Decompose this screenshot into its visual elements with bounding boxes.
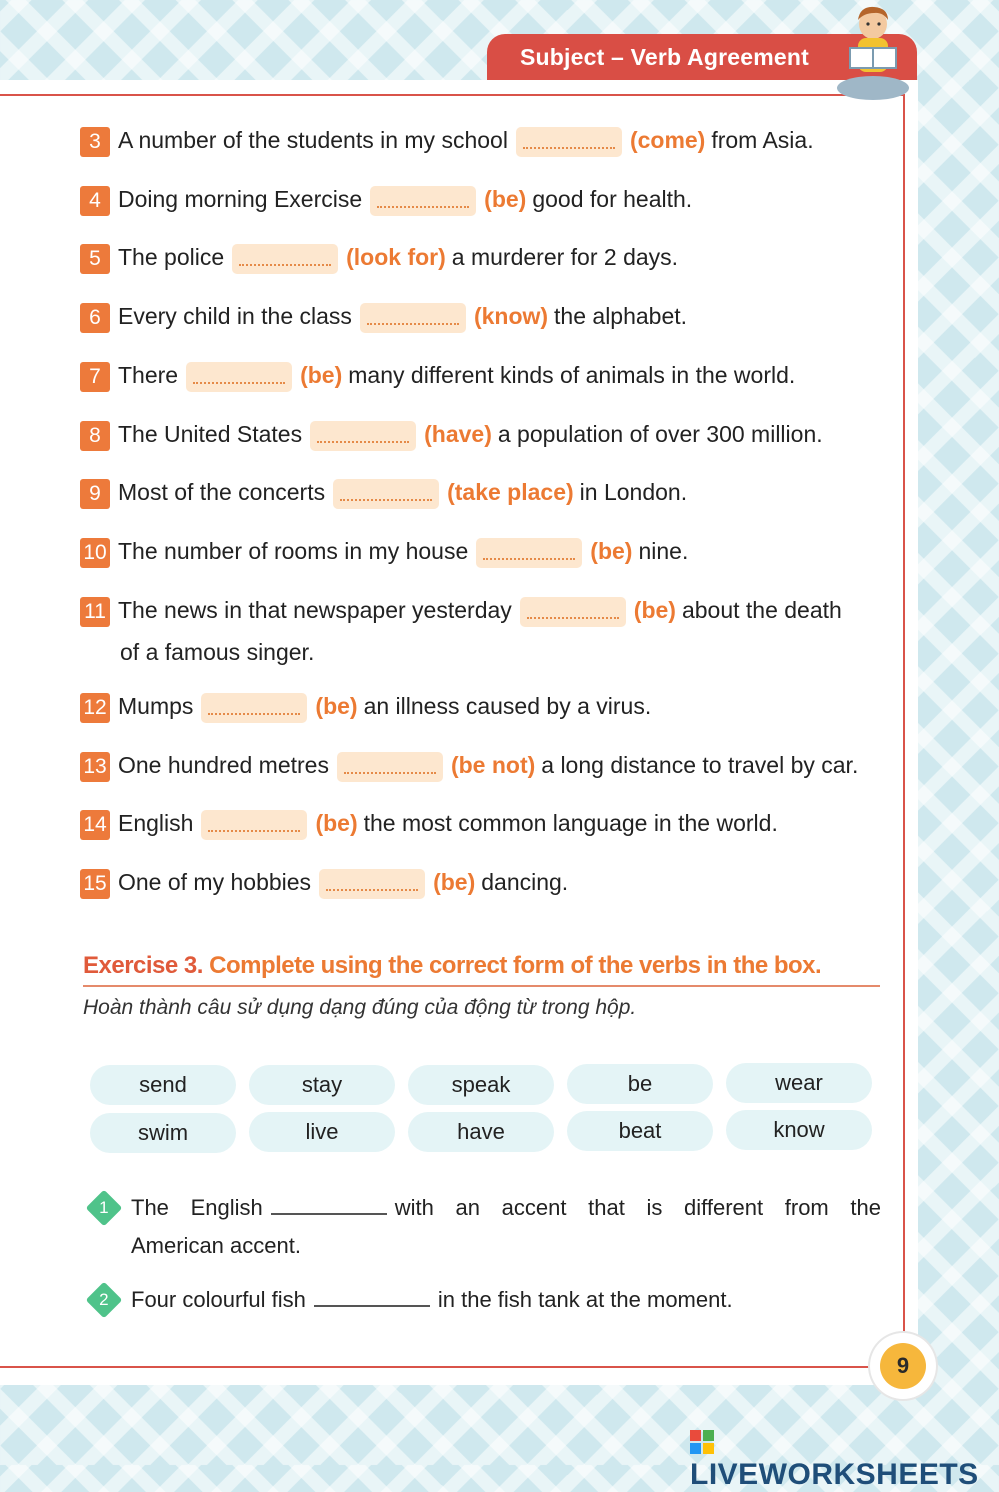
watermark-text: LIVEWORKSHEETS	[690, 1458, 979, 1491]
answer-blank[interactable]	[333, 479, 439, 509]
question-15	[80, 869, 568, 899]
verb-hint: (have)	[424, 421, 492, 448]
answer-blank[interactable]	[201, 810, 307, 840]
answer-blank[interactable]	[271, 1213, 387, 1215]
verb-hint: (be not)	[450, 752, 536, 779]
exercise-label: Exercise 3.	[83, 952, 203, 979]
question-text-after: a population of over 300 million.	[497, 421, 823, 448]
question-text-after: about the death	[681, 597, 842, 624]
question-number: 8	[80, 421, 110, 451]
exercise-3-heading	[83, 952, 821, 980]
question-number: 5	[80, 244, 110, 274]
verb-hint: (be)	[433, 869, 476, 896]
answer-blank[interactable]	[201, 693, 307, 723]
verb-chip: speak	[408, 1065, 554, 1105]
question-text-after: from Asia.	[711, 127, 814, 154]
exercise-subtitle: Hoàn thành câu sử dụng dạng đúng của động từ trong hộp.	[83, 996, 637, 1019]
verb-chip: swim	[90, 1113, 236, 1153]
question-text-after: the most common language in the world.	[363, 810, 778, 837]
question-text: One hundred metres	[118, 752, 329, 779]
answer-blank[interactable]	[310, 421, 416, 451]
question-number: 4	[80, 186, 110, 216]
question-text: The English	[131, 1195, 263, 1220]
question-text: Every child in the class	[118, 303, 352, 330]
question-7	[80, 362, 795, 392]
verb-hint: (know)	[473, 303, 549, 330]
right-border-line	[903, 94, 905, 1366]
page-number-badge	[870, 1333, 936, 1399]
question-text-after: with an accent that is different from the	[394, 1195, 881, 1220]
question-number: 6	[80, 303, 110, 333]
answer-blank[interactable]	[476, 538, 582, 568]
question-text: Mumps	[118, 693, 194, 720]
question-text-after: nine.	[638, 538, 689, 565]
answer-blank[interactable]	[314, 1305, 430, 1307]
exercise-3-question-1	[131, 1195, 881, 1221]
verb-chip: send	[90, 1065, 236, 1105]
question-6	[80, 303, 687, 333]
answer-blank[interactable]	[337, 752, 443, 782]
answer-blank[interactable]	[520, 597, 626, 627]
question-text-after: dancing.	[481, 869, 569, 896]
question-number: 14	[80, 810, 110, 840]
question-number: 11	[80, 597, 110, 627]
question-10	[80, 538, 688, 568]
verb-chip: know	[726, 1110, 872, 1150]
answer-blank[interactable]	[186, 362, 292, 392]
answer-blank[interactable]	[232, 244, 338, 274]
verb-hint: (be)	[633, 597, 676, 624]
verb-hint: (be)	[484, 186, 527, 213]
verb-hint: (be)	[300, 362, 343, 389]
question-number: 13	[80, 752, 110, 782]
question-12	[80, 693, 651, 723]
question-text-after: in the fish tank at the moment.	[437, 1287, 733, 1312]
question-text: English	[118, 810, 194, 837]
question-text: Four colourful fish	[131, 1287, 306, 1312]
question-11-continuation: of a famous singer.	[120, 639, 315, 665]
exercise-divider	[83, 985, 880, 987]
question-number: 12	[80, 693, 110, 723]
question-text: Most of the concerts	[118, 479, 326, 506]
verb-chip: beat	[567, 1111, 713, 1151]
verb-hint: (be)	[315, 693, 358, 720]
question-text: The number of rooms in my house	[118, 538, 469, 565]
question-text: One of my hobbies	[118, 869, 312, 896]
question-number: 10	[80, 538, 110, 568]
exercise-instruction: Complete using the correct form of the verbs in the box.	[209, 952, 822, 979]
question-text-after: an illness caused by a virus.	[363, 693, 652, 720]
question-3	[80, 127, 814, 157]
page-number: 9	[880, 1343, 926, 1389]
question-text-after: in London.	[579, 479, 688, 506]
question-4	[80, 186, 692, 216]
question-number: 9	[80, 479, 110, 509]
question-number: 7	[80, 362, 110, 392]
question-text: The news in that newspaper yesterday	[118, 597, 512, 624]
question-14	[80, 810, 778, 840]
answer-blank[interactable]	[370, 186, 476, 216]
question-text: There	[118, 362, 179, 389]
exercise-3-number-badge: 2	[86, 1282, 123, 1319]
verb-chip: wear	[726, 1063, 872, 1103]
answer-blank[interactable]	[516, 127, 622, 157]
question-text-after: a murderer for 2 days.	[451, 244, 679, 271]
liveworksheets-watermark	[690, 1424, 999, 1492]
question-8	[80, 421, 823, 451]
question-text: The United States	[118, 421, 303, 448]
question-text: Doing morning Exercise	[118, 186, 363, 213]
exercise-3-question-1-continuation: American accent.	[131, 1233, 301, 1258]
verb-chip: live	[249, 1112, 395, 1152]
question-number: 3	[80, 127, 110, 157]
question-9	[80, 479, 687, 509]
question-text-after: a long distance to travel by car.	[541, 752, 859, 779]
verb-chip: have	[408, 1112, 554, 1152]
bottom-border-line	[0, 1366, 870, 1368]
verb-chip: be	[567, 1064, 713, 1104]
top-border-line	[0, 94, 905, 96]
reading-boy-illustration	[828, 2, 918, 106]
question-text-after: good for health.	[532, 186, 693, 213]
question-number: 15	[80, 869, 110, 899]
verb-hint: (be)	[590, 538, 633, 565]
question-text: A number of the students in my school	[118, 127, 508, 154]
question-13	[80, 752, 858, 782]
liveworksheets-logo-icon	[690, 1430, 714, 1454]
question-text-after: the alphabet.	[554, 303, 688, 330]
question-11	[80, 597, 842, 627]
answer-blank[interactable]	[360, 303, 466, 333]
worksheet-page	[0, 80, 918, 1385]
question-5	[80, 244, 678, 274]
exercise-3-number-badge: 1	[86, 1190, 123, 1227]
question-text-after: many different kinds of animals in the world.	[348, 362, 796, 389]
verb-chip: stay	[249, 1065, 395, 1105]
verb-hint: (be)	[315, 810, 358, 837]
question-text: The police	[118, 244, 225, 271]
verb-hint: (come)	[629, 127, 706, 154]
verb-hint: (take place)	[447, 479, 574, 506]
verb-hint: (look for)	[346, 244, 446, 271]
page-title: Subject – Verb Agreement	[520, 44, 809, 70]
answer-blank[interactable]	[319, 869, 425, 899]
exercise-3-question-2	[131, 1287, 733, 1313]
